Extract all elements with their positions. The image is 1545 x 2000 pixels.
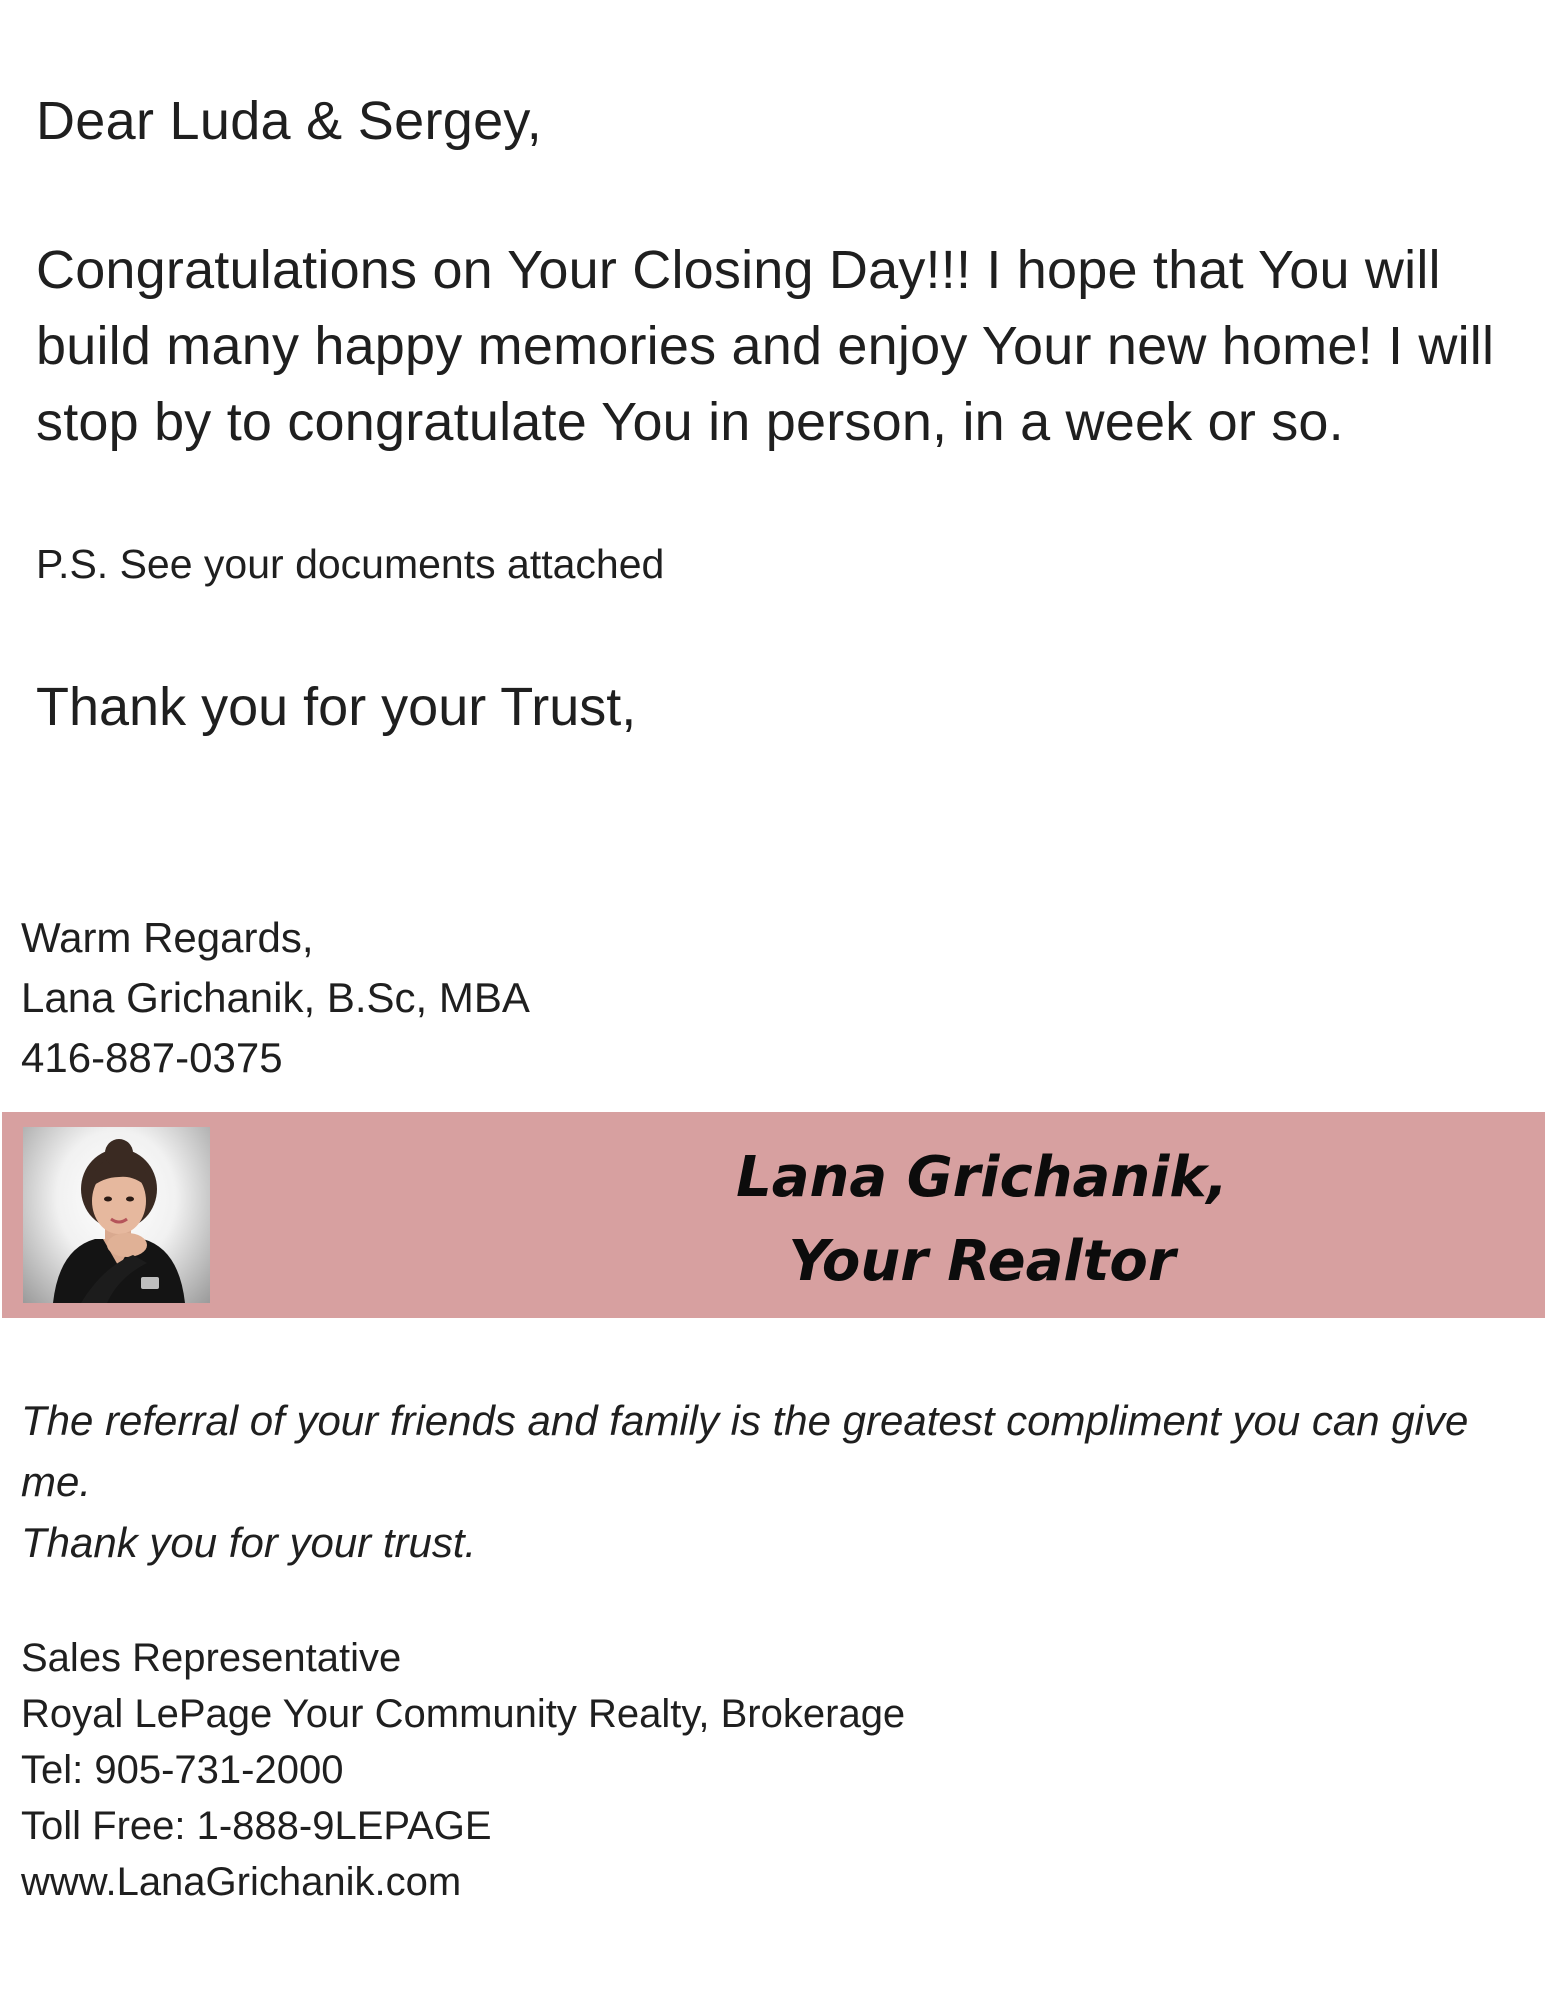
contact-tel[interactable]: Tel: 905-731-2000 xyxy=(21,1748,344,1792)
referral-line2: Thank you for your trust. xyxy=(21,1519,477,1566)
signature-block xyxy=(21,908,530,1088)
thanks-line: Thank you for your Trust, xyxy=(36,677,637,737)
contact-toll-free[interactable]: Toll Free: 1-888-9LEPAGE xyxy=(21,1804,492,1848)
salutation: Dear Luda & Sergey, xyxy=(36,91,542,151)
closing-text: Warm Regards, xyxy=(21,914,314,961)
contact-brokerage: Royal LePage Your Community Realty, Brokerage xyxy=(21,1692,906,1736)
banner-title-line2: Your Realtor xyxy=(788,1229,1176,1294)
contact-website-link[interactable]: www.LanaGrichanik.com xyxy=(21,1860,462,1904)
contact-block xyxy=(21,1630,905,1910)
contact-title: Sales Representative xyxy=(21,1636,402,1680)
referral-line1: The referral of your friends and family is the greatest compliment you can give me. xyxy=(21,1397,1469,1505)
signer-name: Lana Grichanik, B.Sc, MBA xyxy=(21,974,530,1021)
referral-note xyxy=(21,1390,1521,1573)
banner-title xyxy=(682,1136,1282,1304)
signer-phone[interactable]: 416-887-0375 xyxy=(21,1034,283,1081)
realtor-banner xyxy=(2,1112,1545,1318)
letter-body: Congratulations on Your Closing Day!!! I hope that You will build many happy memories and enjoy Your new home! I will stop by to congratulate You in person, in a week or so. xyxy=(36,240,1495,452)
postscript: P.S. See your documents attached xyxy=(36,541,665,587)
realtor-portrait-icon xyxy=(23,1127,210,1303)
banner-title-line1: Lana Grichanik, xyxy=(736,1145,1228,1210)
